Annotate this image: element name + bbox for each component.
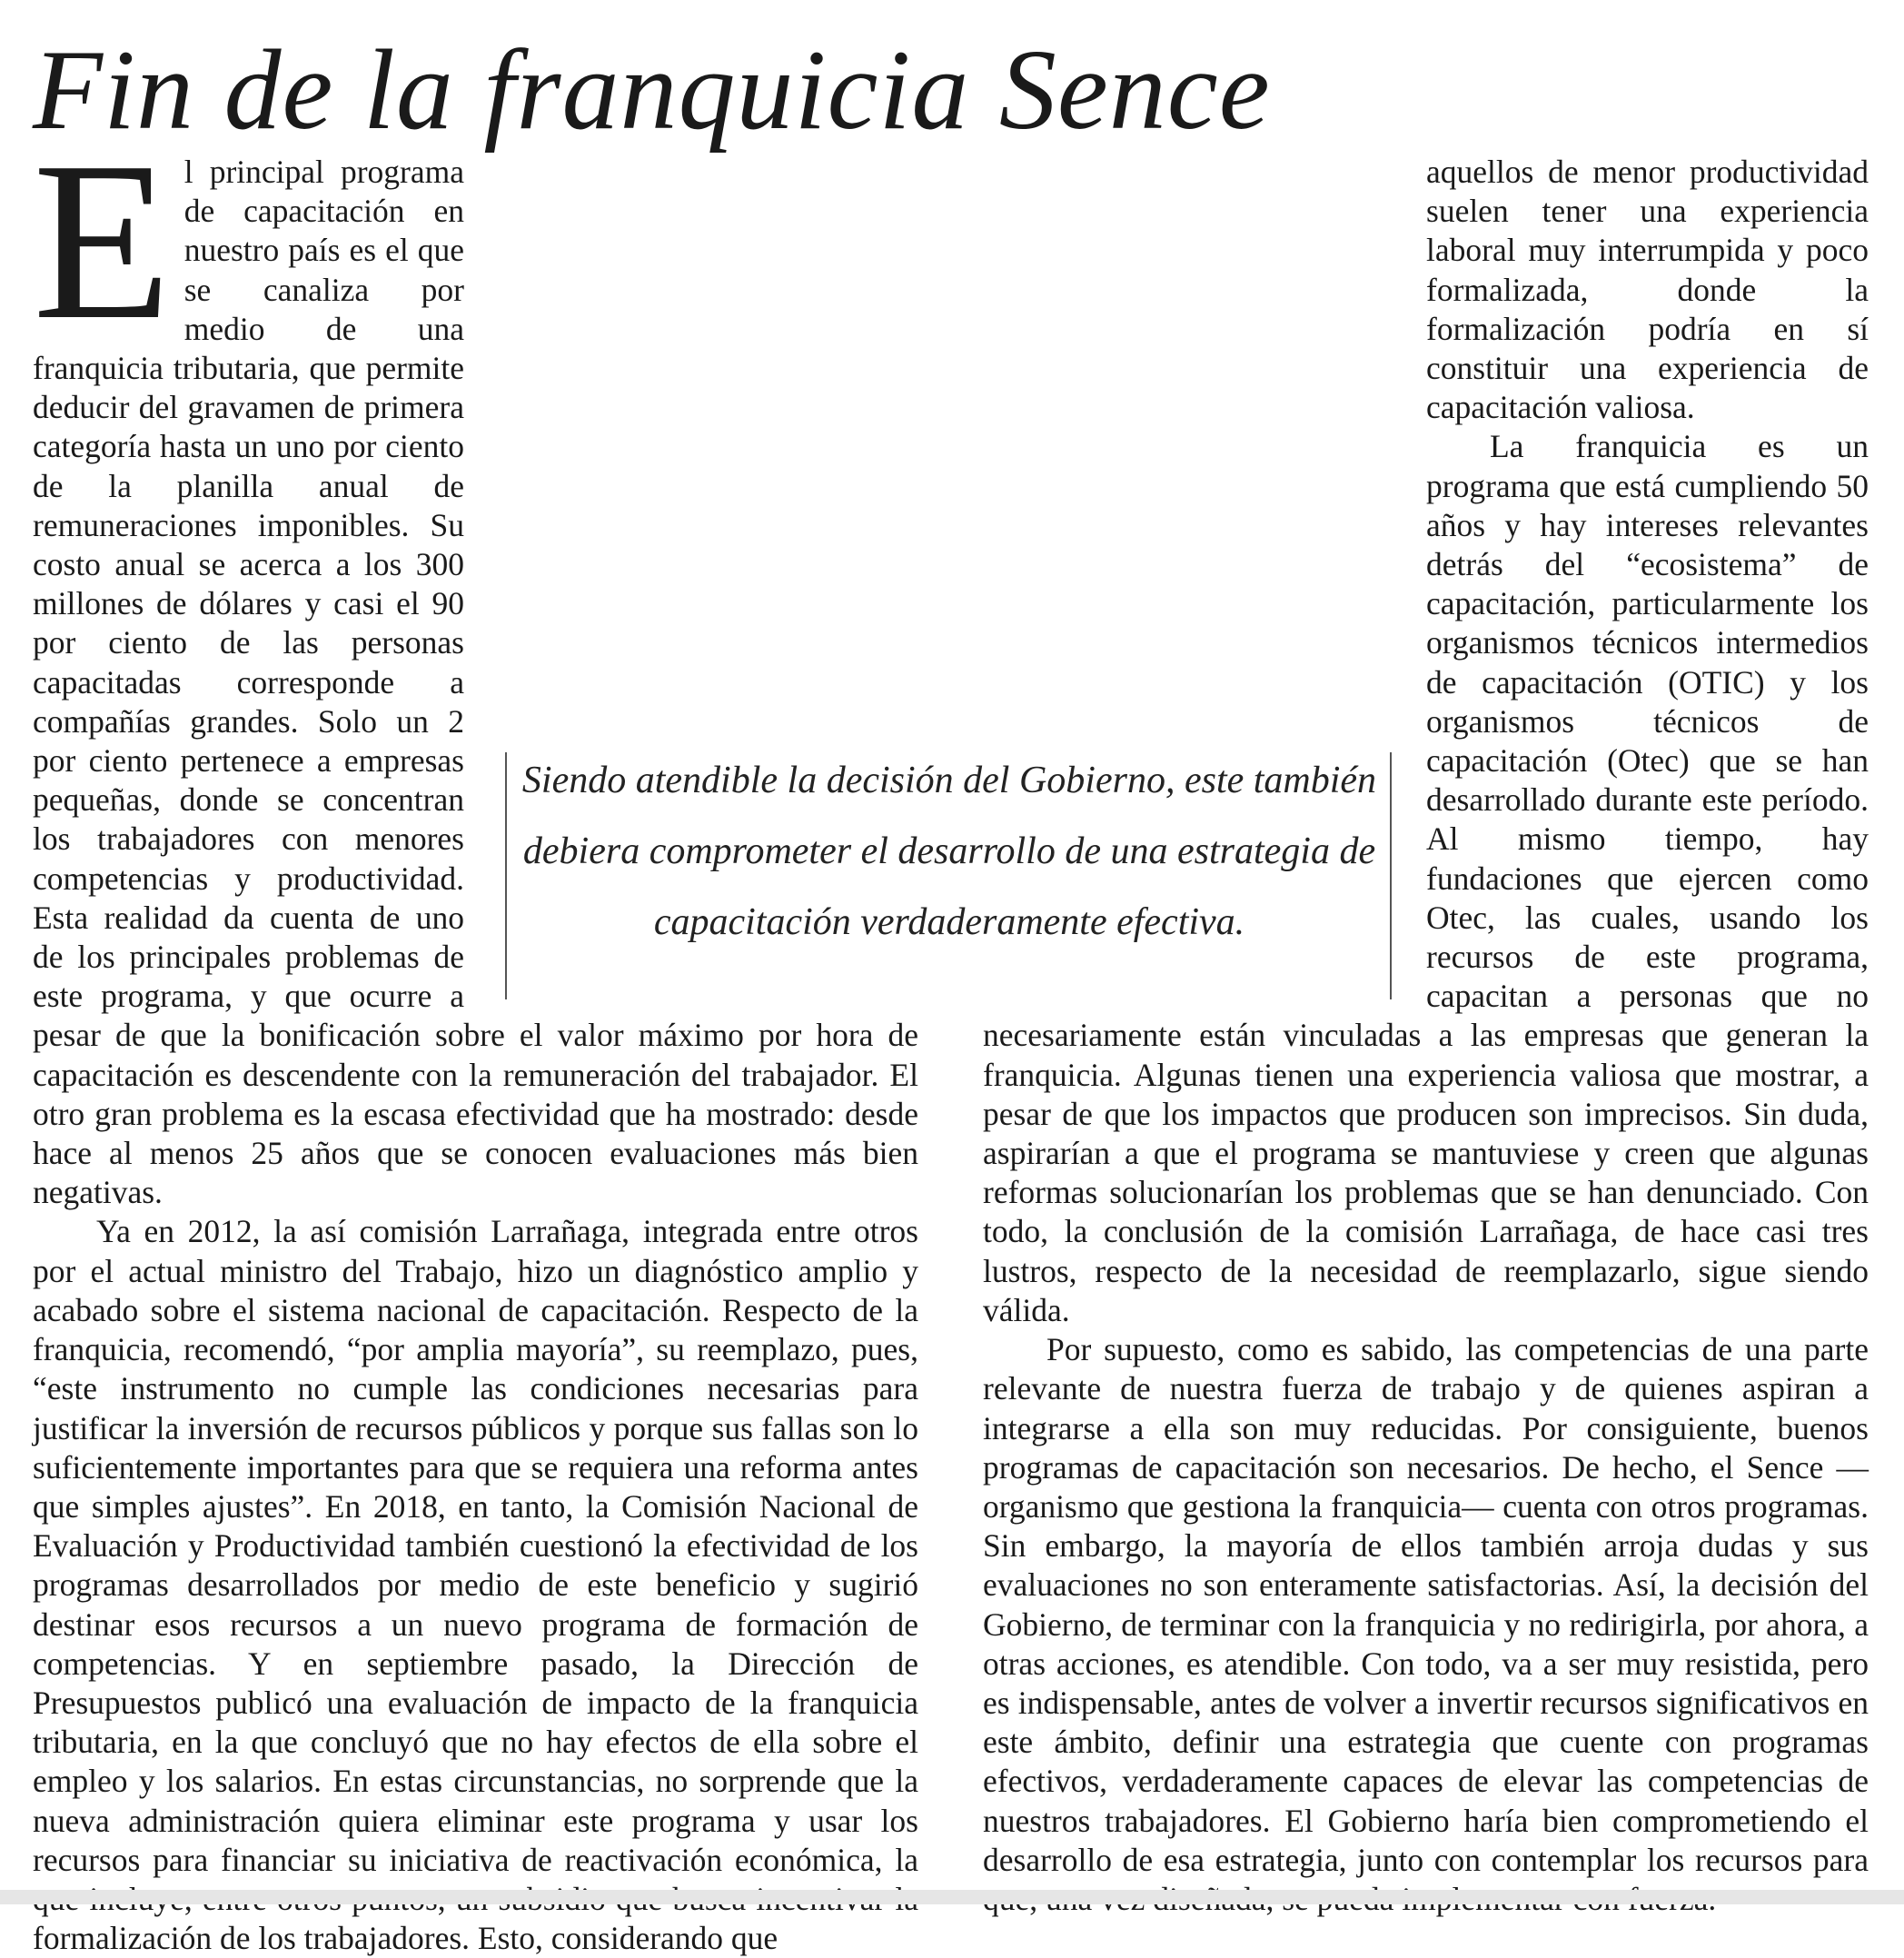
body-paragraph-3: La franquicia es un programa que está cumpliendo 50 años y hay intereses relevantes detrás del “ecosistema” de capacitación, particularmente los organismos técnicos intermedios de capacitación (OTIC) y los organismos técnicos de capacitación (Otec) que se han desarrollado durante este período. Al mismo tiempo, hay fundaciones que ejercen como Otec, las cuales, usando los recursos de este programa, capacitan a personas que no necesariamente están vinculadas a las empresas que generan la franquicia. Algunas tienen una experiencia valiosa que mostrar, a pesar de que los impactos que producen son imprecisos. Sin duda, aspirarían a que el programa se mantuviese y creen que algunas reformas solucionarían los problemas que se han denunciado. Con todo, la conclusión de la comisión Larrañaga, de hace casi tres lustros, respecto de la necesidad de reemplazarlo, sigue siendo válida. (983, 428, 1869, 1328)
article-column-left (33, 115, 918, 1958)
article-column-right (983, 153, 1869, 1919)
body-paragraph-4: Por supuesto, como es sabido, las competencias de una parte relevante de nuestra fuerza de trabajo y de quienes aspiran a integrarse a ella son muy reducidas. Por consiguiente, buenos programas de capacitación son necesarios. De hecho, el Sence —organismo que gestiona la franquicia— cuenta con otros programas. Sin embargo, la mayoría de ellos también arroja dudas y sus evaluaciones no son enteramente satisfactorias. Así, la decisión del Gobierno, de terminar con la franquicia y no redirigirla, por ahora, a otras acciones, es atendible. Con todo, va a ser muy resistida, pero es indispensable, antes de volver a invertir recursos significativos en este ámbito, definir una estrategia que cuente con programas efectivos, verdaderamente capaces de elevar las competencias de nuestros trabajadores. El Gobierno haría bien comprometiendo el desarrollo de esa estrategia, junto con contemplar los recursos para (983, 1331, 1869, 1878)
drop-cap: E (33, 115, 172, 367)
body-paragraph-2: Ya en 2012, la así comisión Larrañaga, integrada entre otros por el actual ministro del Trabajo, hizo un diagnóstico amplio y acabado sobre el sistema nacional de capacitación. Respecto de la franquicia, recomendó, “por amplia mayoría”, su reemplazo, pues, “este instrumento no cumple las condiciones necesarias para justificar la inversión de recursos públicos y porque sus fallas son lo suficientemente importantes para que se requiera una reforma antes que simples ajustes”. En 2018, en tanto, la Comisión Nacional de Evaluación y Productividad también cuestionó la efectividad de los programas desarrollados por medio de este beneficio y sugirió destinar esos recursos a un nuevo programa de formación de competencias. Y en septiembre pasado, la Dirección de Presupuestos publicó una evaluación de impacto de la franquicia tributaria, en la que concluyó que no hay efectos de ella sobre el empleo y los salarios. En estas circunstancias, no sorprende que la nueva administración quiera eliminar este programa y usar los recursos para financiar su iniciativa de reactivación económica, la formalización de los trabajadores. Esto, considerando que (33, 1213, 918, 1957)
body-paragraph-1: l principal programa de capacitación en nuestro país es el que se canaliza por medio de una franquicia tributaria, que permite deducir del gravamen de primera categoría hasta un uno por ciento de la planilla anual de remuneraciones imponibles. Su costo anual se acerca a los 300 millones de dólares y casi el 90 por ciento de las personas capacitadas corresponde a compañías grandes. Solo un 2 por ciento pertenece a empresas pequeñas, donde se concentran los trabajadores con menores competencias y productividad. Esta realidad da cuenta de uno de los principales problemas de este programa, y que ocurre a pesar de que la bonificación sobre el valor máximo por hora de capacitación es descendente con la remuneración del trabajador. El otro gran problema es la escasa efectividad que ha mostrado: desde hace al menos 25 años que se conocen evaluaciones más bien negativas. (33, 154, 918, 1211)
page-bottom-edge (0, 1890, 1904, 1904)
pull-quote: Siendo atendible la decisión del Gobierno, este también debiera comprometer el desarrollo de una estrategia de capacitación verdaderamente efectiva. (521, 760, 1377, 943)
headline: Fin de la franquicia Sence (33, 27, 1271, 154)
pull-quote-rule-left (505, 752, 507, 999)
pull-quote-rule-right (1390, 752, 1392, 999)
body-paragraph-1-continued: aquellos de menor productividad suelen tener una experiencia laboral muy interrumpida y poco formalizada, donde la formalización podría en sí constituir una experiencia de capacitación valiosa. (1426, 154, 1869, 426)
